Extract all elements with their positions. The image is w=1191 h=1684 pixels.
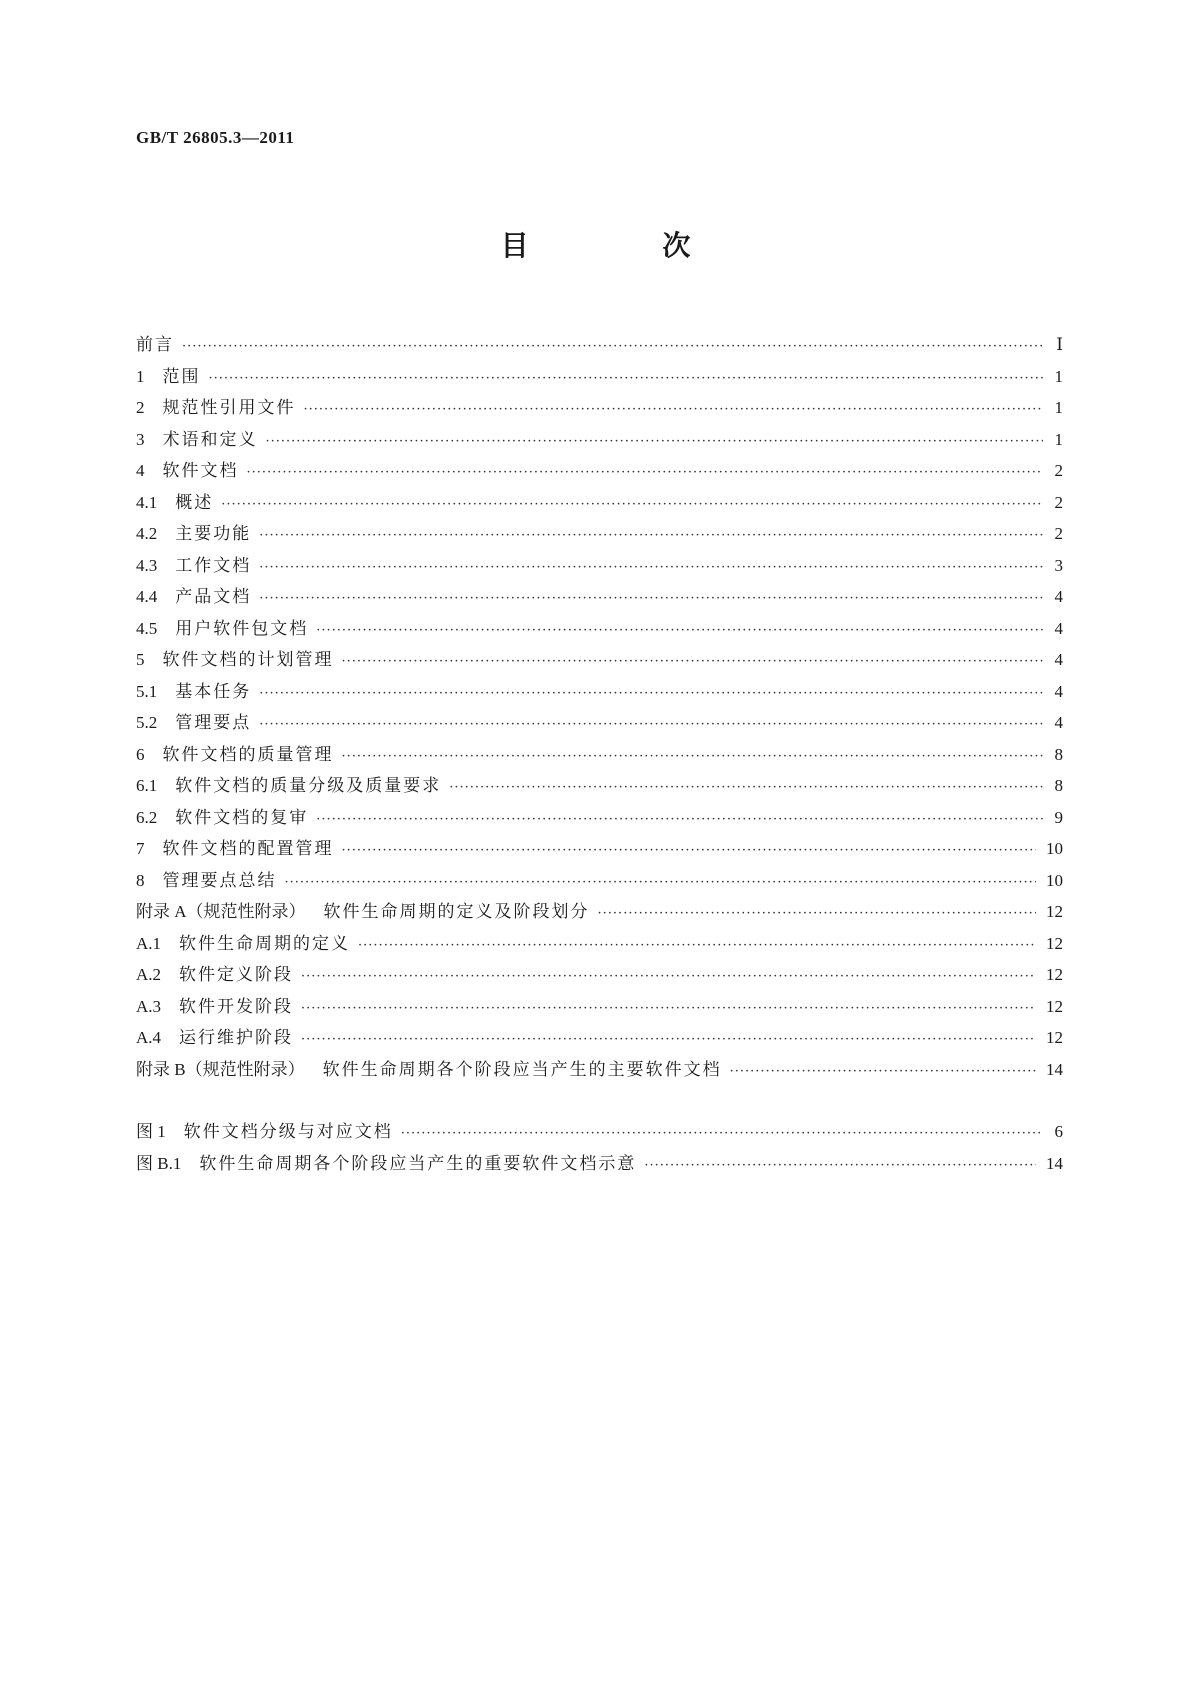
toc-entry[interactable] — [136, 833, 1063, 865]
toc-entry-number: 5.1 — [136, 681, 158, 701]
toc-entry-title: 用户软件包文档 — [175, 618, 309, 639]
toc-entry-title: 软件文档 — [162, 461, 239, 481]
toc-entry-title: 软件文档的配置管理 — [162, 839, 334, 859]
toc-entry-title: 概述 — [175, 492, 214, 513]
table-of-contents — [136, 329, 1063, 1085]
toc-entry-number: 6.1 — [136, 776, 158, 795]
toc-entry-title: 范围 — [162, 366, 201, 387]
toc-entry-title: 软件文档的质量管理 — [162, 744, 334, 765]
toc-leader-dots — [259, 583, 1043, 615]
toc-leader-dots — [342, 646, 1044, 678]
toc-entry-title: 工作文档 — [175, 555, 252, 576]
toc-entry-page: 12 — [1046, 996, 1063, 1016]
toc-entry-page: 1 — [1054, 398, 1063, 417]
toc-entry-number: 5 — [136, 650, 145, 669]
toc-entry-title: 术语和定义 — [162, 429, 258, 450]
toc-entry-title: 软件生命周期各个阶段应当产生的主要软件文档 — [322, 1059, 722, 1080]
toc-entry-foreword[interactable] — [136, 329, 1063, 361]
toc-entry-title: 软件生命周期的定义 — [179, 933, 351, 954]
toc-entry[interactable] — [136, 928, 1063, 960]
toc-entry-title: 前言 — [136, 335, 174, 355]
toc-entry-title: 规范性引用文件 — [162, 398, 296, 418]
toc-entry-number: 4.2 — [136, 524, 158, 543]
toc-entry-page: 4 — [1054, 618, 1063, 638]
toc-entry-number: A.2 — [136, 965, 162, 984]
toc-entry-title: 软件定义阶段 — [179, 965, 294, 985]
toc-leader-dots — [259, 552, 1043, 584]
toc-entry-page: 10 — [1046, 870, 1063, 890]
toc-leader-dots — [182, 331, 1043, 363]
toc-entry[interactable] — [136, 739, 1063, 771]
toc-leader-dots — [221, 489, 1043, 521]
figure-entry-number: 图 B.1 — [136, 1153, 182, 1173]
toc-entry-number: 4.4 — [136, 587, 158, 606]
figure-entry-title: 软件文档分级与对应文档 — [183, 1122, 393, 1142]
toc-leader-dots — [598, 898, 1036, 930]
toc-entry[interactable] — [136, 865, 1063, 897]
figure-entry-title: 软件生命周期各个阶段应当产生的重要软件文档示意 — [199, 1153, 637, 1174]
toc-entry[interactable] — [136, 770, 1063, 802]
toc-entry-page: 12 — [1046, 965, 1063, 984]
toc-leader-dots — [342, 741, 1044, 773]
toc-entry-number: 6.2 — [136, 807, 158, 827]
toc-entry-page: 1 — [1054, 429, 1063, 449]
toc-entry-page: 9 — [1054, 807, 1063, 827]
toc-entry-title: 管理要点总结 — [162, 870, 277, 891]
toc-leader-dots — [301, 1024, 1036, 1056]
toc-entry[interactable] — [136, 959, 1063, 991]
toc-entry-number: 4.1 — [136, 492, 158, 512]
figure-entry-number: 图 1 — [136, 1122, 166, 1141]
toc-entry-number: 6 — [136, 744, 145, 764]
toc-entry[interactable] — [136, 676, 1063, 708]
document-code: GB/T 26805.3—2011 — [136, 128, 295, 147]
toc-entry[interactable] — [136, 487, 1063, 519]
toc-entry-page: 4 — [1054, 681, 1063, 701]
toc-entry-number: 1 — [136, 366, 145, 386]
toc-entry-number: A.1 — [136, 933, 162, 953]
toc-entry-page: 3 — [1054, 555, 1063, 575]
toc-entry[interactable] — [136, 361, 1063, 393]
toc-leader-dots — [358, 930, 1036, 962]
toc-entry-title: 运行维护阶段 — [179, 1028, 294, 1048]
toc-entry-title: 管理要点 — [175, 713, 252, 733]
toc-leader-dots — [342, 835, 1037, 867]
toc-entry-page: 8 — [1054, 776, 1063, 795]
toc-leader-dots — [316, 804, 1043, 836]
toc-entry-title: 软件生命周期的定义及阶段划分 — [323, 902, 590, 922]
toc-entry[interactable] — [136, 802, 1063, 834]
toc-leader-dots — [301, 961, 1036, 993]
toc-entry-title: 产品文档 — [175, 587, 252, 607]
toc-entry-number: 3 — [136, 429, 145, 449]
toc-entry-title: 软件文档的计划管理 — [162, 650, 334, 670]
toc-entry-page: 2 — [1054, 524, 1063, 543]
toc-entry[interactable] — [136, 424, 1063, 456]
toc-entry-number: A.3 — [136, 996, 162, 1016]
toc-entry[interactable] — [136, 581, 1063, 613]
toc-entry-page: 2 — [1054, 492, 1063, 512]
toc-entry-number: 7 — [136, 839, 145, 858]
toc-leader-dots — [644, 1150, 1036, 1182]
toc-leader-dots — [301, 993, 1036, 1025]
toc-entry-page: 10 — [1046, 839, 1063, 858]
toc-entry[interactable] — [136, 613, 1063, 645]
toc-leader-dots — [247, 457, 1044, 489]
toc-entry-number: 4.5 — [136, 618, 158, 638]
toc-entry-page: 12 — [1046, 1028, 1063, 1047]
toc-entry-number: 2 — [136, 398, 145, 417]
toc-entry-number: 附录 B（规范性附录） — [136, 1059, 305, 1079]
toc-entry-title: 软件开发阶段 — [179, 996, 294, 1017]
toc-entry-appendix-a[interactable] — [136, 896, 1063, 928]
page-title: 目 次 — [500, 229, 753, 262]
toc-entry[interactable] — [136, 991, 1063, 1023]
figure-entry[interactable] — [136, 1116, 1063, 1148]
toc-entry-page: 4 — [1054, 650, 1063, 669]
toc-entry[interactable] — [136, 644, 1063, 676]
toc-entry-page: 1 — [1054, 366, 1063, 386]
toc-leader-dots — [730, 1056, 1036, 1088]
toc-entry-page: 14 — [1046, 1059, 1063, 1079]
toc-entry-number: A.4 — [136, 1028, 162, 1047]
toc-leader-dots — [304, 394, 1044, 426]
toc-leader-dots — [209, 363, 1044, 395]
toc-leader-dots — [259, 709, 1043, 741]
toc-leader-dots — [259, 520, 1043, 552]
toc-entry[interactable] — [136, 455, 1063, 487]
toc-leader-dots — [316, 615, 1043, 647]
toc-leader-dots — [266, 426, 1044, 458]
toc-entry[interactable] — [136, 707, 1063, 739]
toc-entry-number: 5.2 — [136, 713, 158, 732]
toc-leader-dots — [259, 678, 1043, 710]
toc-entry-number: 8 — [136, 870, 145, 890]
toc-entry[interactable] — [136, 518, 1063, 550]
toc-leader-dots — [401, 1118, 1043, 1150]
figure-entry[interactable] — [136, 1148, 1063, 1180]
toc-entry-page: 8 — [1054, 744, 1063, 764]
toc-entry[interactable] — [136, 550, 1063, 582]
toc-leader-dots — [285, 867, 1037, 899]
toc-entry-page: 4 — [1054, 587, 1063, 606]
toc-entry-title: 软件文档的质量分级及质量要求 — [175, 776, 442, 796]
toc-entry-page: 2 — [1054, 461, 1063, 480]
toc-entry-number: 4.3 — [136, 555, 158, 575]
toc-entry-number: 4 — [136, 461, 145, 480]
toc-entry-page: Ⅰ — [1056, 335, 1063, 354]
figure-entry-page: 6 — [1054, 1122, 1063, 1141]
toc-entry-appendix-b[interactable] — [136, 1054, 1063, 1086]
toc-entry[interactable] — [136, 392, 1063, 424]
toc-entry-page: 12 — [1046, 902, 1063, 921]
toc-entry-number: 附录 A（规范性附录） — [136, 902, 306, 921]
toc-entry-title: 主要功能 — [175, 524, 252, 544]
toc-entry-title: 基本任务 — [175, 681, 252, 702]
list-of-figures — [136, 1116, 1063, 1179]
toc-entry-page: 12 — [1046, 933, 1063, 953]
toc-entry-page: 4 — [1054, 713, 1063, 732]
toc-entry[interactable] — [136, 1022, 1063, 1054]
toc-entry-title: 软件文档的复审 — [175, 807, 309, 828]
toc-leader-dots — [449, 772, 1043, 804]
figure-entry-page: 14 — [1046, 1153, 1063, 1173]
